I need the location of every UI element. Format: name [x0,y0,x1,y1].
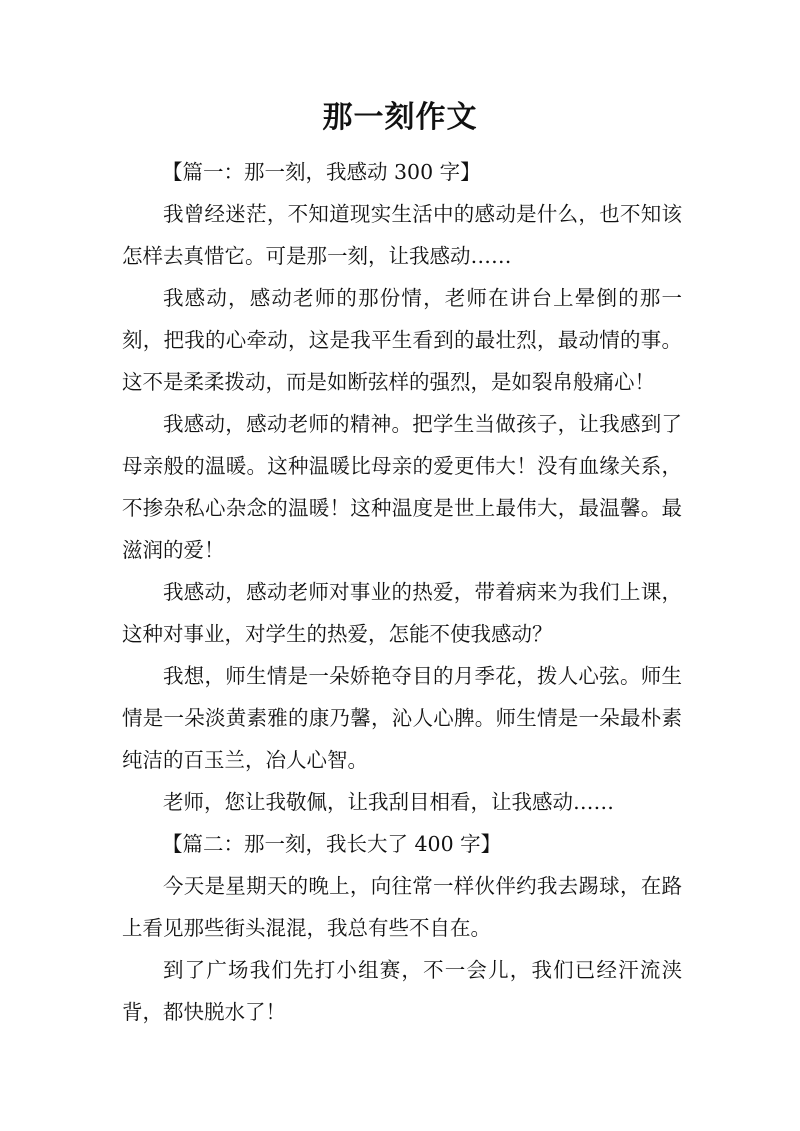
paragraph: 到了广场我们先打小组赛，不一会儿，我们已经汗流浃背，都快脱水了！ [122,958,682,1024]
section-heading-1: 【篇一：那一刻，我感动 300 字】 [162,160,481,184]
document-title: 那一刻作文 [322,100,478,135]
paragraph: 老师，您让我敬佩，让我刮目相看，让我感动…… [163,790,614,814]
paragraph: 我感动，感动老师对事业的热爱，带着病来为我们上课，这种对事业，对学生的热爱，怎能不使我感动？ [122,580,682,646]
paragraph: 我感动，感动老师的那份情，老师在讲台上晕倒的那一刻，把我的心牵动，这是我平生看到的最壮烈，最动情的事。这不是柔柔拨动，而是如断弦样的强烈，是如裂帛般痛心！ [122,286,682,394]
paragraph: 我感动，感动老师的精神。把学生当做孩子，让我感到了母亲般的温暖。这种温暖比母亲的爱更伟大！没有血缘关系，不掺杂私心杂念的温暖！这种温度是世上最伟大，最温馨。最滋润的爱！ [122,412,682,562]
document-body [122,151,682,1033]
section-heading-2: 【篇二：那一刻，我长大了 400 字】 [162,832,502,856]
paragraph: 我曾经迷茫，不知道现实生活中的感动是什么，也不知该怎样去真惜它。可是那一刻，让我感动…… [122,202,682,268]
paragraph: 今天是星期天的晚上，向往常一样伙伴约我去踢球，在路上看见那些街头混混，我总有些不自在。 [122,874,682,940]
paragraph: 我想，师生情是一朵娇艳夺目的月季花，拨人心弦。师生情是一朵淡黄素雅的康乃馨，沁人心脾。师生情是一朵最朴素纯洁的百玉兰，冶人心智。 [122,664,682,772]
